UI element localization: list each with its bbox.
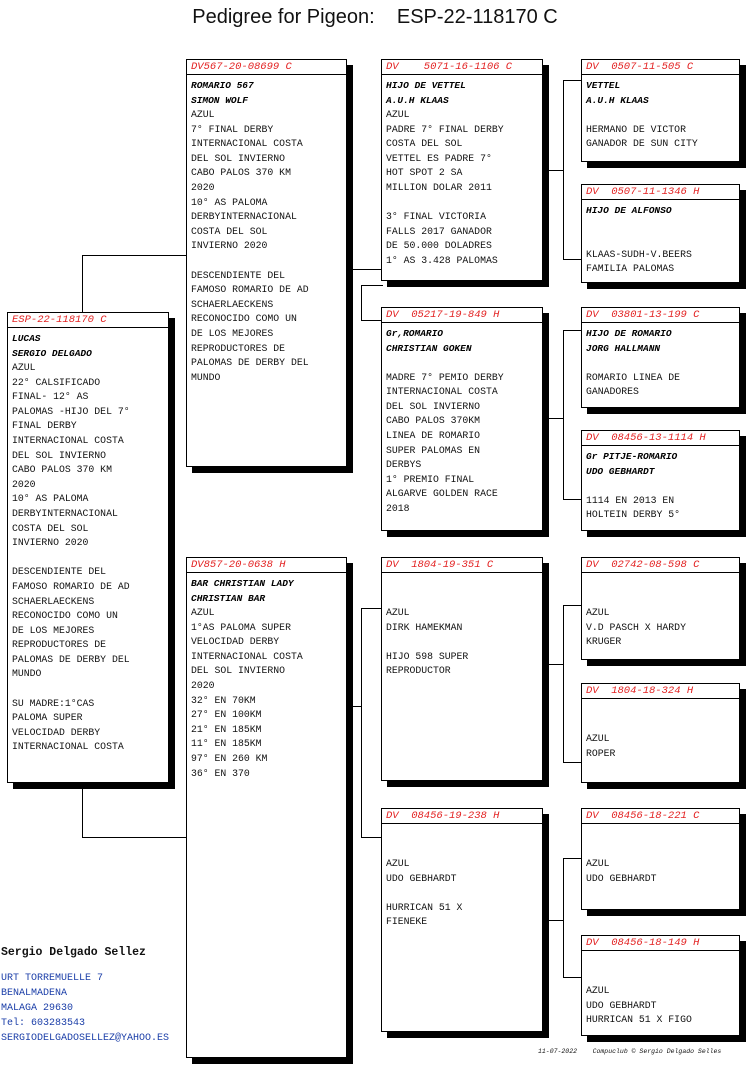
connector	[82, 255, 187, 314]
pedigree-note-line: INTERNACIONAL COSTA	[12, 434, 124, 446]
pedigree-note-line: 32° EN 70KM	[191, 694, 256, 706]
pigeon-name: VETTEL	[586, 80, 621, 91]
pedigree-note-line: GANADOR DE SUN CITY	[586, 138, 698, 150]
connector	[543, 418, 563, 419]
pigeon-name	[586, 827, 735, 842]
owner-phone: Tel: 603283543	[1, 1018, 86, 1029]
pedigree-note-line: ROPER	[586, 747, 616, 759]
pedigree-note-line: AZUL	[191, 607, 215, 618]
pedigree-note-line: SUPER PALOMAS EN	[386, 444, 481, 456]
connector	[563, 858, 582, 978]
pedigree-note-line: UDO GEBHARDT	[586, 872, 657, 884]
breeder-name	[586, 591, 735, 606]
ring-number: DV 08456-13-1114 H	[582, 432, 739, 446]
breeder-name	[386, 591, 538, 606]
connector	[361, 285, 383, 321]
pedigree-note-line: ALGARVE GOLDEN RACE	[386, 488, 498, 500]
pedigree-note-line: RECONOCIDO COMO UN	[12, 610, 118, 622]
ring-number: DV857-20-0638 H	[187, 559, 346, 573]
pedigree-note-line: GANADORES	[586, 386, 639, 398]
ring-number: DV567-20-08699 C	[187, 61, 346, 75]
pedigree-note-line	[386, 886, 538, 901]
ring-number: DV 08456-18-221 C	[582, 810, 739, 824]
pedigree-note-line: 10° AS PALOMA	[191, 196, 268, 208]
great-grandparent-card[interactable]	[581, 184, 740, 283]
ring-number: DV 08456-19-238 H	[382, 810, 542, 824]
pedigree-note-line: MUNDO	[191, 371, 221, 383]
pedigree-note-line: FALLS 2017 GANADOR	[386, 225, 492, 237]
pedigree-note-line: VELOCIDAD DERBY	[191, 636, 280, 648]
pedigree-note-line: AZUL	[386, 607, 410, 618]
pedigree-note-line: REPRODUCTORES DE	[191, 342, 286, 354]
owner-address-line: BENALMADENA	[1, 988, 68, 999]
pedigree-note-line: DEL SOL INVIERNO	[386, 400, 481, 412]
dam-card[interactable]	[186, 557, 347, 1058]
pedigree-note-line: INVIERNO 2020	[12, 537, 89, 549]
great-grandparent-card[interactable]	[581, 557, 740, 660]
pedigree-note-line: FAMOSO ROMARIO DE AD	[12, 580, 130, 592]
pedigree-note-line: DE LOS MEJORES	[12, 624, 95, 636]
owner-name: Sergio Delgado Sellez	[1, 946, 146, 959]
pedigree-note-line	[12, 551, 164, 566]
pedigree-note-line: VELOCIDAD DERBY	[12, 726, 101, 738]
grandparent-card[interactable]	[381, 59, 543, 281]
pedigree-note-line	[12, 682, 164, 697]
pedigree-note-line: FINAL DERBY	[12, 420, 77, 432]
pigeon-name: Gr,ROMARIO	[386, 328, 444, 339]
pedigree-note-line	[586, 479, 735, 494]
pedigree-note-line: SU MADRE:1°CAS	[12, 697, 95, 709]
great-grandparent-card[interactable]	[581, 59, 740, 162]
owner-address-line: URT TORREMUELLE 7	[1, 973, 104, 984]
pedigree-note-line: CABO PALOS 370 KM	[191, 167, 291, 179]
great-grandparent-card[interactable]	[581, 430, 740, 531]
pedigree-note-line: 10° AS PALOMA	[12, 493, 89, 505]
breeder-name	[386, 842, 538, 857]
pedigree-note-line: 21° EN 185KM	[191, 723, 262, 735]
breeder-name: SERGIO DELGADO	[12, 348, 92, 359]
pedigree-note-line: FIENEKE	[386, 916, 428, 928]
pedigree-note-line: DESCENDIENTE DEL	[12, 566, 107, 578]
connector	[543, 664, 563, 665]
pedigree-note-line: INTERNACIONAL COSTA	[386, 386, 498, 398]
pigeon-name: ROMARIO 567	[191, 80, 254, 91]
breeder-name	[586, 969, 735, 984]
pedigree-note-line: AZUL	[586, 733, 610, 744]
pedigree-note-line: DEL SOL INVIERNO	[12, 449, 107, 461]
grandparent-card[interactable]	[381, 307, 543, 531]
pigeon-name: BAR CHRISTIAN LADY	[191, 578, 294, 589]
pedigree-note-line: COSTA DEL SOL	[12, 522, 89, 534]
subject-card[interactable]	[7, 312, 169, 783]
sire-card[interactable]	[186, 59, 347, 467]
pedigree-note-line: AZUL	[586, 858, 610, 869]
pigeon-name	[586, 954, 735, 969]
pedigree-note-line: FAMOSO ROMARIO DE AD	[191, 284, 309, 296]
breeder-name: A.U.H KLAAS	[386, 95, 449, 106]
grandparent-card[interactable]	[381, 557, 543, 781]
pedigree-note-line: HURRICAN 51 X FIGO	[586, 1014, 692, 1026]
pedigree-note-line: KLAAS-SUDH-V.BEERS	[586, 248, 692, 260]
pedigree-note-line: REPRODUCTORES DE	[12, 639, 107, 651]
great-grandparent-card[interactable]	[581, 307, 740, 408]
pedigree-note-line	[386, 635, 538, 650]
pedigree-note-line: PALOMAS DE DERBY DEL	[12, 653, 130, 665]
pedigree-note-line: COSTA DEL SOL	[191, 225, 268, 237]
pedigree-note-line: INVIERNO 2020	[191, 240, 268, 252]
pedigree-note-line: CABO PALOS 370KM	[386, 415, 481, 427]
grandparent-card[interactable]	[381, 808, 543, 1032]
pigeon-name: LUCAS	[12, 333, 41, 344]
pigeon-name: Gr PITJE-ROMARIO	[586, 451, 678, 462]
pedigree-note-line: 97° EN 260 KM	[191, 752, 268, 764]
pedigree-note-line: DERBYINTERNACIONAL	[12, 507, 118, 519]
pedigree-note-line: PALOMA SUPER	[12, 712, 83, 724]
owner-address-line: MALAGA 29630	[1, 1003, 74, 1014]
pedigree-note-line: 3° FINAL VICTORIA	[386, 211, 486, 223]
pedigree-note-line: 2020	[12, 478, 36, 490]
pedigree-note-line: DE 50.000 DOLADRES	[386, 240, 492, 252]
pedigree-note-line: DERBYS	[386, 459, 422, 471]
connector	[563, 330, 582, 500]
connector	[563, 80, 582, 260]
pedigree-note-line: DEL SOL INVIERNO	[191, 665, 286, 677]
breeder-name	[586, 717, 735, 732]
pedigree-note-line: MADRE 7° PEMIO DERBY	[386, 371, 504, 383]
pedigree-note-line: AZUL	[586, 985, 610, 996]
breeder-name	[586, 218, 735, 233]
pedigree-note-line: SCHAERLAECKENS	[12, 595, 95, 607]
pedigree-note-line: AZUL	[586, 607, 610, 618]
pedigree-note-line: AZUL	[386, 858, 410, 869]
pedigree-note-line	[386, 356, 538, 371]
connector	[543, 170, 563, 171]
pedigree-note-line: RECONOCIDO COMO UN	[191, 313, 297, 325]
pedigree-note-line: 11° EN 185KM	[191, 738, 262, 750]
pedigree-note-line: HURRICAN 51 X	[386, 901, 463, 913]
pedigree-note-line: 22° CALSIFICADO	[12, 376, 101, 388]
pedigree-note-line	[586, 108, 735, 123]
pigeon-name: HIJO DE ROMARIO	[586, 328, 672, 339]
pedigree-note-line: HOT SPOT 2 SA	[386, 167, 463, 179]
breeder-name: CHRISTIAN GOKEN	[386, 343, 472, 354]
great-grandparent-card[interactable]	[581, 808, 740, 910]
pedigree-note-line: ROMARIO LINEA DE	[586, 371, 681, 383]
ring-number: DV 5071-16-1106 C	[382, 61, 542, 75]
pedigree-note-line: HOLTEIN DERBY 5°	[586, 509, 681, 521]
ring-number: DV 1804-18-324 H	[582, 685, 739, 699]
pedigree-note-line: INTERNACIONAL COSTA	[191, 138, 303, 150]
pedigree-note-line: 27° EN 100KM	[191, 709, 262, 721]
pedigree-note-line: 2020	[191, 679, 215, 691]
pedigree-note-line	[191, 254, 342, 269]
pedigree-note-line: REPRODUCTOR	[386, 665, 451, 677]
pedigree-note-line: COSTA DEL SOL	[386, 138, 463, 150]
pigeon-name: HIJO DE VETTEL	[386, 80, 466, 91]
pedigree-note-line: AZUL	[12, 362, 36, 373]
pedigree-note-line: DE LOS MEJORES	[191, 327, 274, 339]
breeder-name: UDO GEBHARDT	[586, 466, 655, 477]
breeder-name: CHRISTIAN BAR	[191, 593, 266, 604]
pigeon-name	[386, 827, 538, 842]
pedigree-note-line: DESCENDIENTE DEL	[191, 269, 286, 281]
ring-number: DV 0507-11-1346 H	[582, 186, 739, 200]
ring-number: DV 08456-18-149 H	[582, 937, 739, 951]
pedigree-note-line: PALOMAS -HIJO DEL 7°	[12, 405, 130, 417]
connector	[563, 605, 582, 763]
pedigree-note-line	[386, 196, 538, 211]
pedigree-note-line: AZUL	[191, 109, 215, 120]
pedigree-note-line: FINAL- 12° AS	[12, 391, 89, 403]
pedigree-note-line: VETTEL ES PADRE 7°	[386, 152, 492, 164]
pedigree-note-line: DIRK HAMEKMAN	[386, 621, 463, 633]
pedigree-note-line: UDO GEBHARDT	[586, 999, 657, 1011]
pigeon-name: HIJO DE ALFONSO	[586, 205, 672, 216]
pigeon-name	[586, 576, 735, 591]
connector	[361, 269, 382, 270]
connector	[361, 608, 383, 838]
great-grandparent-card[interactable]	[581, 683, 740, 783]
pedigree-note-line: 1° PREMIO FINAL	[386, 473, 475, 485]
great-grandparent-card[interactable]	[581, 935, 740, 1036]
pedigree-note-line: 1°AS PALOMA SUPER	[191, 621, 291, 633]
pedigree-note-line: HIJO 598 SUPER	[386, 650, 469, 662]
ring-number: DV 05217-19-849 H	[382, 309, 542, 323]
pedigree-note-line: MUNDO	[12, 668, 42, 680]
pigeon-name	[586, 702, 735, 717]
pedigree-note-line: AZUL	[386, 109, 410, 120]
ring-number: DV 0507-11-505 C	[582, 61, 739, 75]
pedigree-note-line: DERBYINTERNACIONAL	[191, 211, 297, 223]
pedigree-note-line: 1114 EN 2013 EN	[586, 494, 675, 506]
connector	[82, 783, 187, 838]
breeder-name: SIMON WOLF	[191, 95, 249, 106]
pedigree-note-line: MILLION DOLAR 2011	[386, 181, 492, 193]
pedigree-note-line	[586, 233, 735, 248]
breeder-name: A.U.H KLAAS	[586, 95, 649, 106]
pedigree-note-line: KRUGER	[586, 636, 622, 648]
pedigree-note-line: 1° AS 3.428 PALOMAS	[386, 254, 498, 266]
footer-credit: 11-07-2022 Compuclub © Sergio Delgado Selles	[538, 1048, 722, 1055]
pedigree-note-line: SCHAERLAECKENS	[191, 298, 274, 310]
pedigree-note-line: 2018	[386, 502, 410, 514]
pedigree-note-line: V.D PASCH X HARDY	[586, 621, 686, 633]
pedigree-note-line: PADRE 7° FINAL DERBY	[386, 123, 504, 135]
pedigree-note-line: LINEA DE ROMARIO	[386, 429, 481, 441]
pedigree-note-line: 7° FINAL DERBY	[191, 123, 274, 135]
pedigree-note-line: UDO GEBHARDT	[386, 872, 457, 884]
pigeon-name	[386, 576, 538, 591]
owner-email[interactable]: SERGIODELGADOSELLEZ@YAHOO.ES	[1, 1033, 170, 1044]
connector	[543, 920, 563, 921]
pedigree-note-line: DEL SOL INVIERNO	[191, 152, 286, 164]
pedigree-note-line: INTERNACIONAL COSTA	[191, 650, 303, 662]
pedigree-note-line: 2020	[191, 181, 215, 193]
pedigree-note-line: INTERNACIONAL COSTA	[12, 741, 124, 753]
ring-number: DV 1804-19-351 C	[382, 559, 542, 573]
page-title: Pedigree for Pigeon: ESP-22-118170 C	[192, 6, 558, 28]
pedigree-note-line: HERMANO DE VICTOR	[586, 123, 686, 135]
breeder-name: JORG HALLMANN	[586, 343, 661, 354]
pedigree-note-line: FAMILIA PALOMAS	[586, 263, 675, 275]
ring-number: DV 02742-08-598 C	[582, 559, 739, 573]
pedigree-note-line: CABO PALOS 370 KM	[12, 464, 112, 476]
pedigree-note-line	[586, 356, 735, 371]
ring-number: DV 03801-13-199 C	[582, 309, 739, 323]
pedigree-note-line: 36° EN 370	[191, 767, 250, 779]
breeder-name	[586, 842, 735, 857]
ring-number: ESP-22-118170 C	[8, 314, 168, 328]
pedigree-note-line: PALOMAS DE DERBY DEL	[191, 357, 309, 369]
